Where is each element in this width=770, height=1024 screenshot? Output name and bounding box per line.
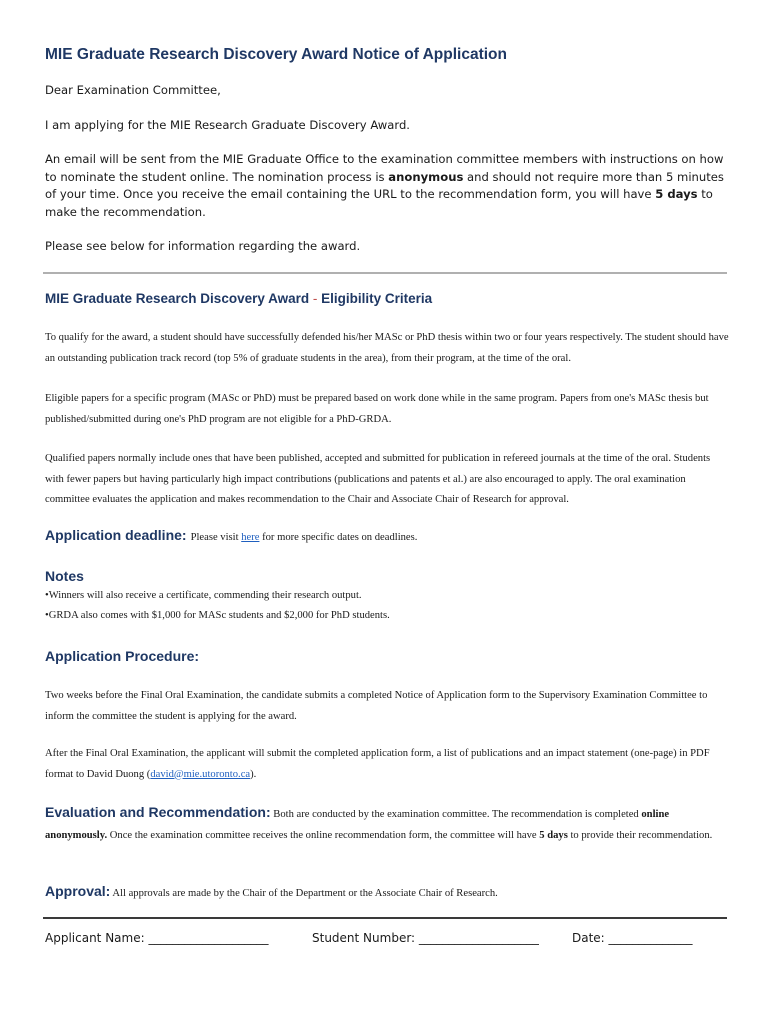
student-number-field[interactable]: Student Number: ____________________ (312, 931, 539, 945)
procedure-paragraph-2 (45, 744, 730, 785)
eligibility-heading (45, 291, 432, 306)
evaluation-text-2: Once the examination committee receives the online recommendation form, the committee will have (107, 829, 540, 841)
applying-statement: I am applying for the MIE Research Graduate Discovery Award. (45, 118, 410, 132)
procedure-text-after: ). (250, 768, 257, 780)
days-emphasis: 5 days (655, 187, 698, 201)
evaluation-text-1: Both are conducted by the examination committee. The recommendation is completed (270, 809, 642, 820)
eligibility-paragraph-1: To qualify for the award, a student should have successfully defended his/her MASc or PhD thesis within two or four years respectively. The student should have an outstanding publication track record (top 5% of graduate students in the area), from their program, at the time of the oral. (45, 332, 729, 364)
deadline-link[interactable]: here (241, 532, 260, 543)
approval-line (45, 883, 498, 901)
eligibility-paragraph-2: Eligible papers for a specific program (MASc or PhD) must be prepared based on work done while in the same program. Papers from one's MASc thesis but published/submitted during one's PhD program are not eligible for a PhD-GRDA. (45, 393, 709, 425)
procedure-text-before: After the Final Oral Examination, the applicant will submit the completed application form, a list of publications and an impact statement (one-page) in PDF format to David Duong ( (45, 748, 710, 780)
deadline-text-before: Please visit (190, 532, 242, 543)
salutation: Dear Examination Committee, (45, 83, 221, 97)
contact-email-link[interactable]: david@mie.utoronto.ca (150, 768, 251, 780)
notes-item: •Winners will also receive a certificate, commending their research output. (45, 590, 362, 601)
email-text-1: An email will be sent from the MIE Graduate Office to the examination committee members with instructions on how to nominate the student online. The nomination process is (45, 152, 724, 184)
procedure-paragraph-1: Two weeks before the Final Oral Examination, the candidate submits a completed Notice of Application form to the Supervisory Examination Committee to inform the committee the student is applying for the award. (45, 690, 708, 722)
procedure-heading: Application Procedure: (45, 648, 200, 664)
approval-heading: Approval: (45, 883, 111, 899)
eligibility-heading-award: MIE Graduate Research Discovery Award (45, 291, 310, 306)
evaluation-paragraph (45, 802, 730, 846)
signature-divider (43, 917, 727, 919)
eligibility-paragraph-3: Qualified papers normally include ones that have been published, accepted and submitted for publication in refereed journals at the time of the oral. Students with fewer papers but having particularly high impact contributions (publications and patents et al.) are also encouraged to apply. The oral examination committee evaluates the application and makes recommendation to the Chair and Associate Chair of Research for approval. (45, 453, 711, 505)
notes-heading: Notes (45, 568, 84, 584)
eligibility-heading-criteria: Eligibility Criteria (321, 291, 433, 306)
deadline-heading: Application deadline: (45, 527, 187, 543)
evaluation-heading: Evaluation and Recommendation (45, 804, 266, 820)
notes-item: •GRDA also comes with $1,000 for MASc students and $2,000 for PhD students. (45, 610, 390, 621)
date-field[interactable]: Date: ______________ (572, 931, 693, 945)
deadline-text-after: for more specific dates on deadlines. (259, 532, 418, 543)
evaluation-colon: : (265, 804, 271, 820)
eligibility-heading-separator: - (309, 291, 322, 306)
deadline-line (45, 527, 417, 545)
applicant-name-field[interactable]: Applicant Name: ____________________ (45, 931, 269, 945)
document-title: MIE Graduate Research Discovery Award Notice of Application (45, 46, 507, 63)
email-text-2: and should not require more than 5 minutes of your time. Once you receive the email containing the URL to the recommendation form, you will have (45, 169, 724, 201)
see-below-note: Please see below for information regarding the award. (45, 239, 361, 253)
evaluation-days-emphasis: 5 days (539, 829, 568, 841)
email-text-3: to make the recommendation. (45, 187, 713, 219)
evaluation-text-3: to provide their recommendation. (567, 829, 713, 841)
online-anonymously-emphasis: online anonymously. (45, 809, 670, 841)
section-divider (43, 272, 727, 274)
approval-text: All approvals are made by the Chair of the Department or the Associate Chair of Research. (110, 888, 498, 899)
deadline-text (191, 532, 418, 543)
email-instructions (45, 151, 725, 221)
anonymous-emphasis: anonymous (388, 169, 464, 184)
